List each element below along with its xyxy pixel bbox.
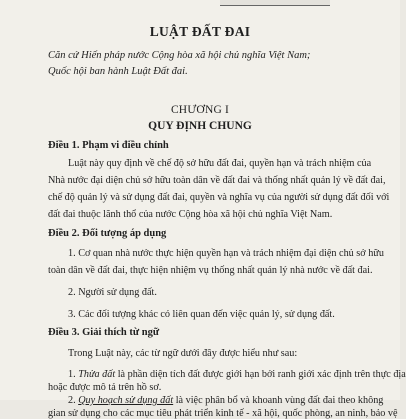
article-3-intro: Trong Luật này, các từ ngữ dưới đây được hiểu như sau: (68, 348, 298, 359)
article-1-line-2: Nhà nước đại diện chủ sở hữu toàn dân về đất đai và thống nhất quản lý về đất đai, (48, 175, 386, 186)
def-1-text: là phần diện tích đất được giới hạn bởi ranh giới xác định trên thực địa (115, 369, 406, 380)
law-title: LUẬT ĐẤT ĐAI (149, 24, 251, 39)
def-1-number: 1. (68, 369, 79, 380)
preamble-line-2: Quốc hội ban hành Luật Đất đai. (48, 66, 188, 77)
article-1-heading: Điều 1. Phạm vi điều chỉnh (48, 140, 169, 151)
article-2-item-3: 3. Các đối tượng khác có liên quan đến việc quản lý, sử dụng đất. (68, 309, 335, 320)
article-3-heading: Điều 3. Giải thích từ ngữ (48, 327, 160, 338)
def-2-number: 2. (68, 395, 79, 406)
article-3-def-2b: gian sử dụng cho các mục tiêu phát triển kinh tế - xã hội, quốc phòng, an ninh, bảo vệ (48, 408, 398, 419)
article-1-line-4: đất đai thuộc lãnh thổ của nước Cộng hòa xã hội chủ nghĩa Việt Nam. (48, 209, 333, 220)
article-3-def-1b: hoặc được mô tả trên hồ sơ. (48, 382, 162, 393)
article-2-item-1a: 1. Cơ quan nhà nước thực hiện quyền hạn và trách nhiệm đại diện chủ sở hữu (68, 248, 384, 259)
article-2-item-2: 2. Người sử dụng đất. (68, 287, 157, 298)
def-1-term: Thửa đất (78, 369, 116, 380)
article-2-item-1b: toàn dân về đất đai, thực hiện nhiệm vụ thống nhất quản lý nhà nước về đất đai. (48, 265, 373, 276)
top-edge-strip (220, 0, 330, 6)
article-1-line-1: Luật này quy định về chế độ sở hữu đất đai, quyền hạn và trách nhiệm của (68, 158, 372, 169)
article-3-def-1a (48, 369, 406, 380)
preamble-line-1: Căn cứ Hiến pháp nước Cộng hòa xã hội chủ nghĩa Việt Nam; (48, 50, 311, 61)
chapter-title: QUY ĐỊNH CHUNG (148, 120, 252, 132)
article-1-line-3: chế độ quản lý và sử dụng đất đai, quyền và nghĩa vụ của người sử dụng đất đối với (48, 192, 390, 203)
chapter-number: CHƯƠNG I (170, 104, 230, 116)
def-2-text: là việc phân bổ và khoanh vùng đất đai theo không (173, 395, 384, 406)
article-2-heading: Điều 2. Đối tượng áp dụng (48, 228, 167, 239)
def-2-term: Quy hoạch sử dụng đất (78, 395, 174, 406)
article-3-def-2a (48, 395, 384, 406)
